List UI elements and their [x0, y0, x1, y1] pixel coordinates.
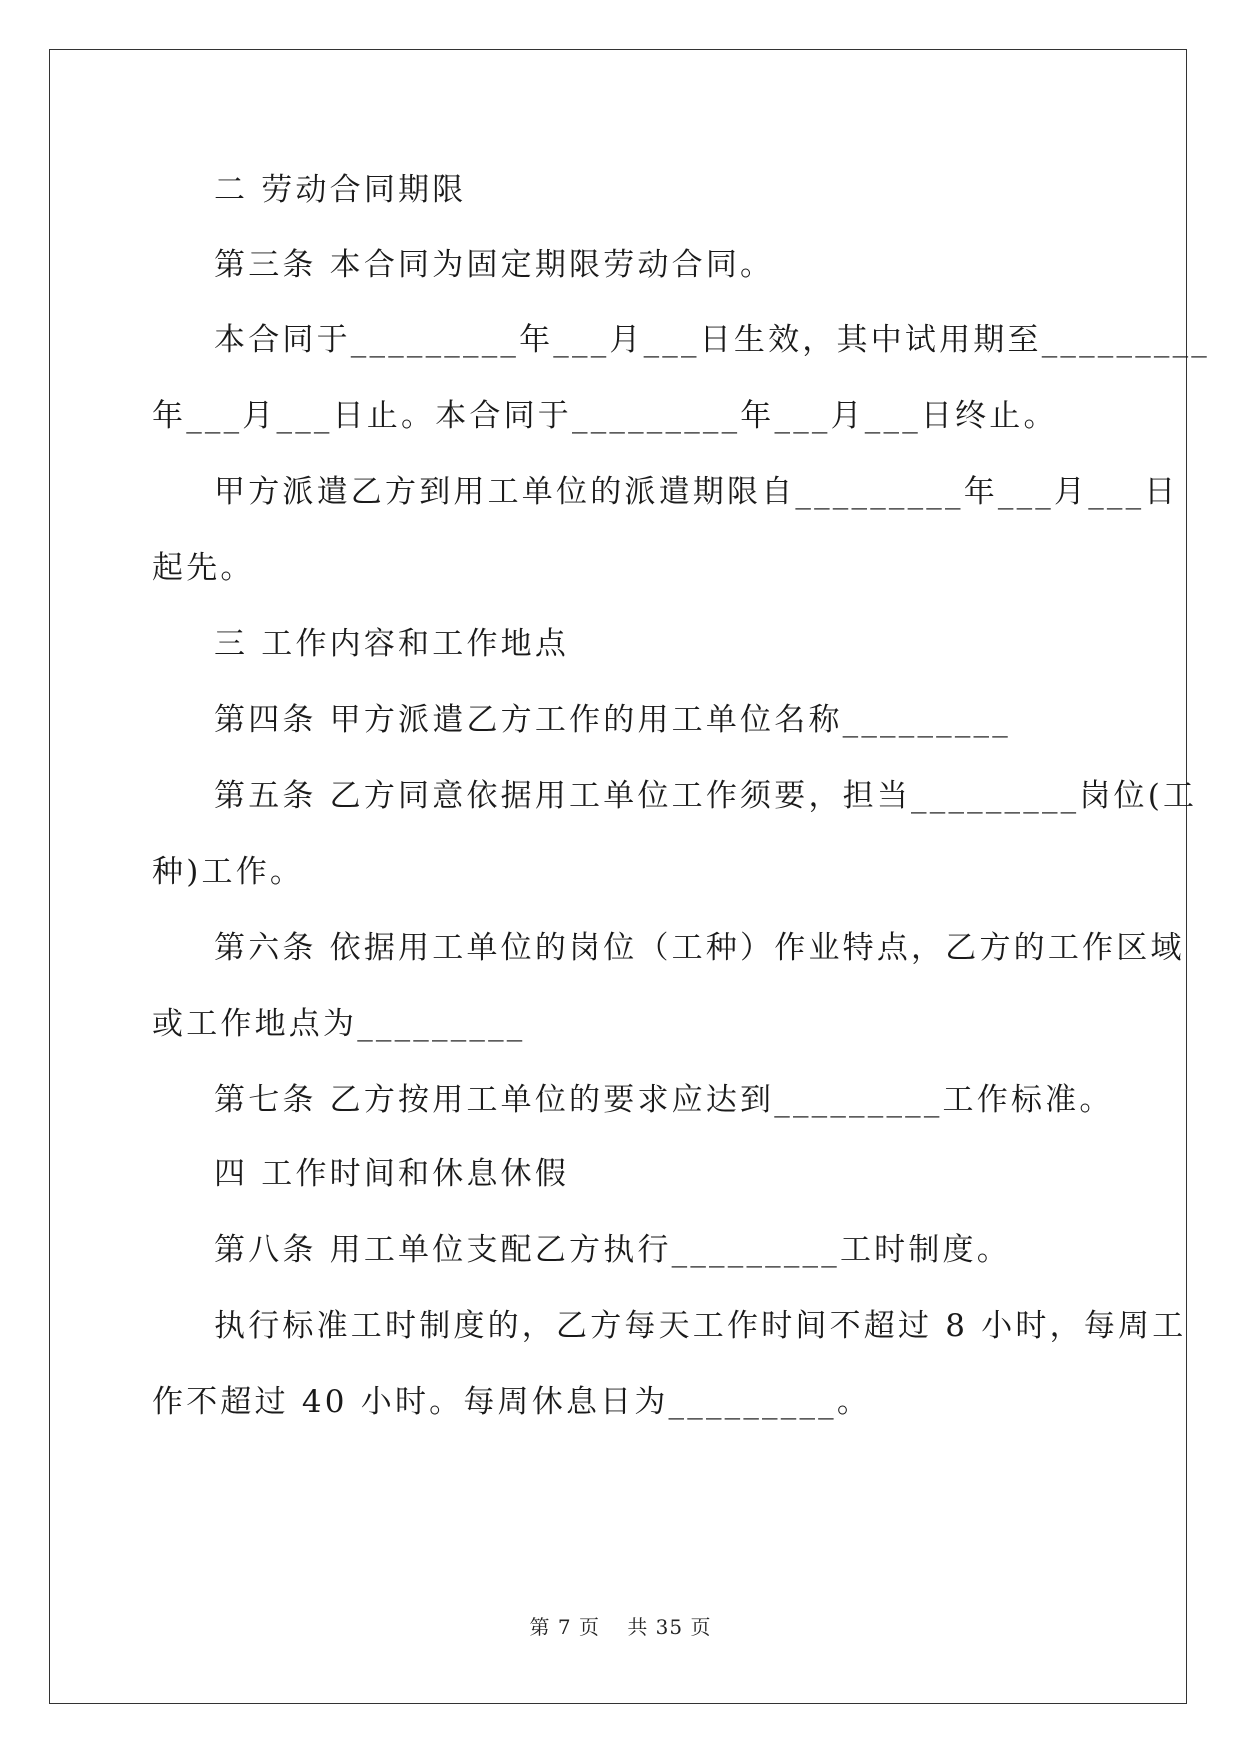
section-heading-working-hours: 四 工作时间和休息休假: [214, 1156, 570, 1192]
article-5-cont: 种)工作。: [152, 854, 305, 890]
page-footer: [0, 1614, 1241, 1640]
paragraph-effective-date-cont: 年___月___日止。本合同于_________年___月___日终止。: [152, 398, 1058, 434]
article-8: 第八条 用工单位支配乙方执行_________工时制度。: [214, 1232, 1011, 1268]
page-number: 第 7 页: [529, 1615, 600, 1639]
section-heading-job-content: 三 工作内容和工作地点: [214, 626, 570, 662]
paragraph-dispatch-period-cont: 起先。: [152, 550, 255, 586]
page-total: 共 35 页: [627, 1615, 712, 1639]
paragraph-dispatch-period: 甲方派遣乙方到用工单位的派遣期限自_________年___月___日: [214, 474, 1179, 510]
section-heading-contract-term: 二 劳动合同期限: [214, 172, 467, 208]
article-3: 第三条 本合同为固定期限劳动合同。: [214, 247, 775, 283]
article-4: 第四条 甲方派遣乙方工作的用工单位名称_________: [214, 702, 1011, 738]
article-5: 第五条 乙方同意依据用工单位工作须要，担当_________岗位(工: [214, 778, 1198, 814]
paragraph-standard-hours-cont: 作不超过 40 小时。每周休息日为_________。: [152, 1384, 872, 1420]
paragraph-standard-hours: 执行标准工时制度的，乙方每天工作时间不超过 8 小时，每周工: [214, 1308, 1187, 1344]
article-7: 第七条 乙方按用工单位的要求应达到_________工作标准。: [214, 1082, 1114, 1118]
article-6: 第六条 依据用工单位的岗位（工种）作业特点，乙方的工作区域: [214, 930, 1185, 966]
paragraph-effective-date: 本合同于_________年___月___日生效，其中试用期至_________: [214, 322, 1210, 358]
article-6-cont: 或工作地点为_________: [152, 1006, 526, 1042]
